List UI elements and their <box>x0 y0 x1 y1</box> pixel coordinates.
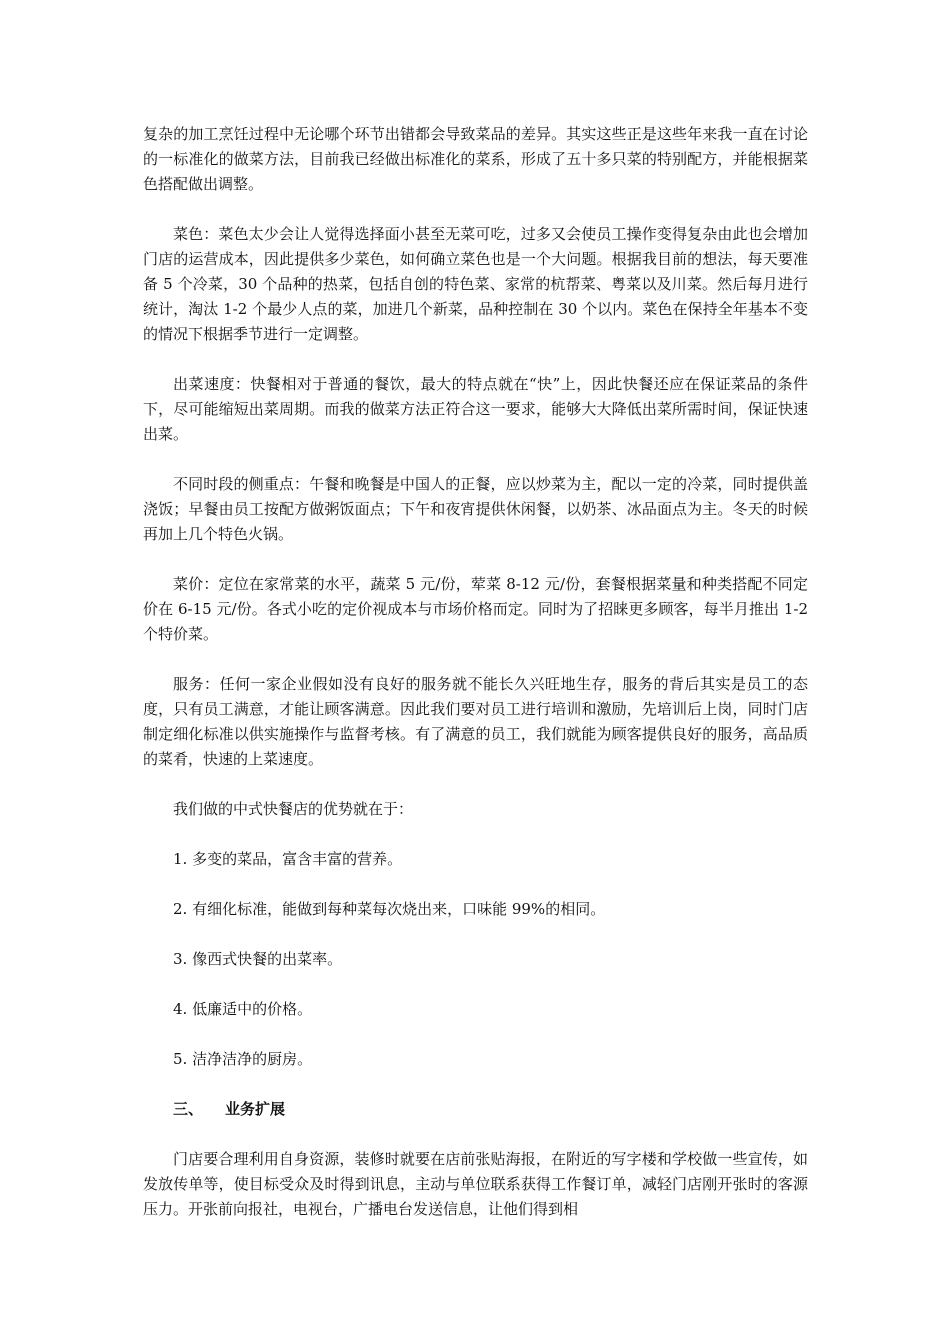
list-item: 5. 洁净洁净的厨房。 <box>173 1050 313 1068</box>
list-item: 3. 像西式快餐的出菜率。 <box>173 950 343 968</box>
list-item: 2. 有细化标准，能做到每种菜每次烧出来，口味能 99%的相同。 <box>173 900 606 918</box>
paragraph-serving-speed: 出菜速度：快餐相对于普通的餐饮，最大的特点就在“快”上，因此快餐还应在保证菜品的条件下，尽可能缩短出菜周期。而我的做菜方法正符合这一要求，能够大大降低出菜所需时间，保证快速出菜。 <box>143 375 808 443</box>
paragraph-advantages-intro: 我们做的中式快餐店的优势就在于： <box>173 800 414 818</box>
list-item: 4. 低廉适中的价格。 <box>173 1000 313 1018</box>
section-number: 三、 <box>173 1100 204 1118</box>
document-page <box>143 122 808 1247</box>
section-heading <box>143 1097 808 1122</box>
paragraph-standardization: 复杂的加工烹饪过程中无论哪个环节出错都会导致菜品的差异。其实这些正是这些年来我一直在讨论的一标准化的做菜方法，目前我已经做出标准化的菜系，形成了五十多只菜的特别配方，并能根据菜色搭配做出调整。 <box>143 125 808 193</box>
list-item: 1. 多变的菜品，富含丰富的营养。 <box>173 850 403 868</box>
paragraph-service: 服务：任何一家企业假如没有良好的服务就不能长久兴旺地生存，服务的背后其实是员工的态度，只有员工满意，才能让顾客满意。因此我们要对员工进行培训和激励，先培训后上岗，同时门店制定细化标准以供实施操作与监督考核。有了满意的员工，我们就能为顾客提供良好的服务，高品质的菜肴，快速的上菜速度。 <box>143 675 808 768</box>
paragraph-business-expansion: 门店要合理利用自身资源，装修时就要在店前张贴海报，在附近的写字楼和学校做一些宣传，如发放传单等，使目标受众及时得到讯息，主动与单位联系获得工作餐订单，减轻门店刚开张时的客源压力。开张前向报社，电视台，广播电台发送信息，让他们得到相 <box>143 1150 808 1218</box>
advantages-list <box>143 847 808 1072</box>
paragraph-menu-variety: 菜色：菜色太少会让人觉得选择面小甚至无菜可吃，过多又会使员工操作变得复杂由此也会增加门店的运营成本，因此提供多少菜色，如何确立菜色也是一个大问题。根据我目前的想法，每天要准备 5 个冷菜，30 个品种的热菜，包括自创的特色菜、家常的杭帮菜、粤菜以及川菜。然后每月进行统计，淘汰 1-2 个最少人点的菜，加进几个新菜，品种控制在 30 个以内。菜色在保持全年基本不变的情况下根据季节进行一定调整。 <box>143 225 808 343</box>
paragraph-pricing: 菜价：定位在家常菜的水平，蔬菜 5 元/份，荤菜 8-12 元/份，套餐根据菜量和种类搭配不同定价在 6-15 元/份。各式小吃的定价视成本与市场价格而定。同时为了招睐更多顾客，每半月推出 1-2 个特价菜。 <box>143 575 808 643</box>
paragraph-meal-periods: 不同时段的侧重点：午餐和晚餐是中国人的正餐，应以炒菜为主，配以一定的冷菜，同时提供盖浇饭；早餐由员工按配方做粥饭面点；下午和夜宵提供休闲餐，以奶茶、冰品面点为主。冬天的时候再加上几个特色火锅。 <box>143 475 808 543</box>
section-title: 业务扩展 <box>225 1100 286 1118</box>
